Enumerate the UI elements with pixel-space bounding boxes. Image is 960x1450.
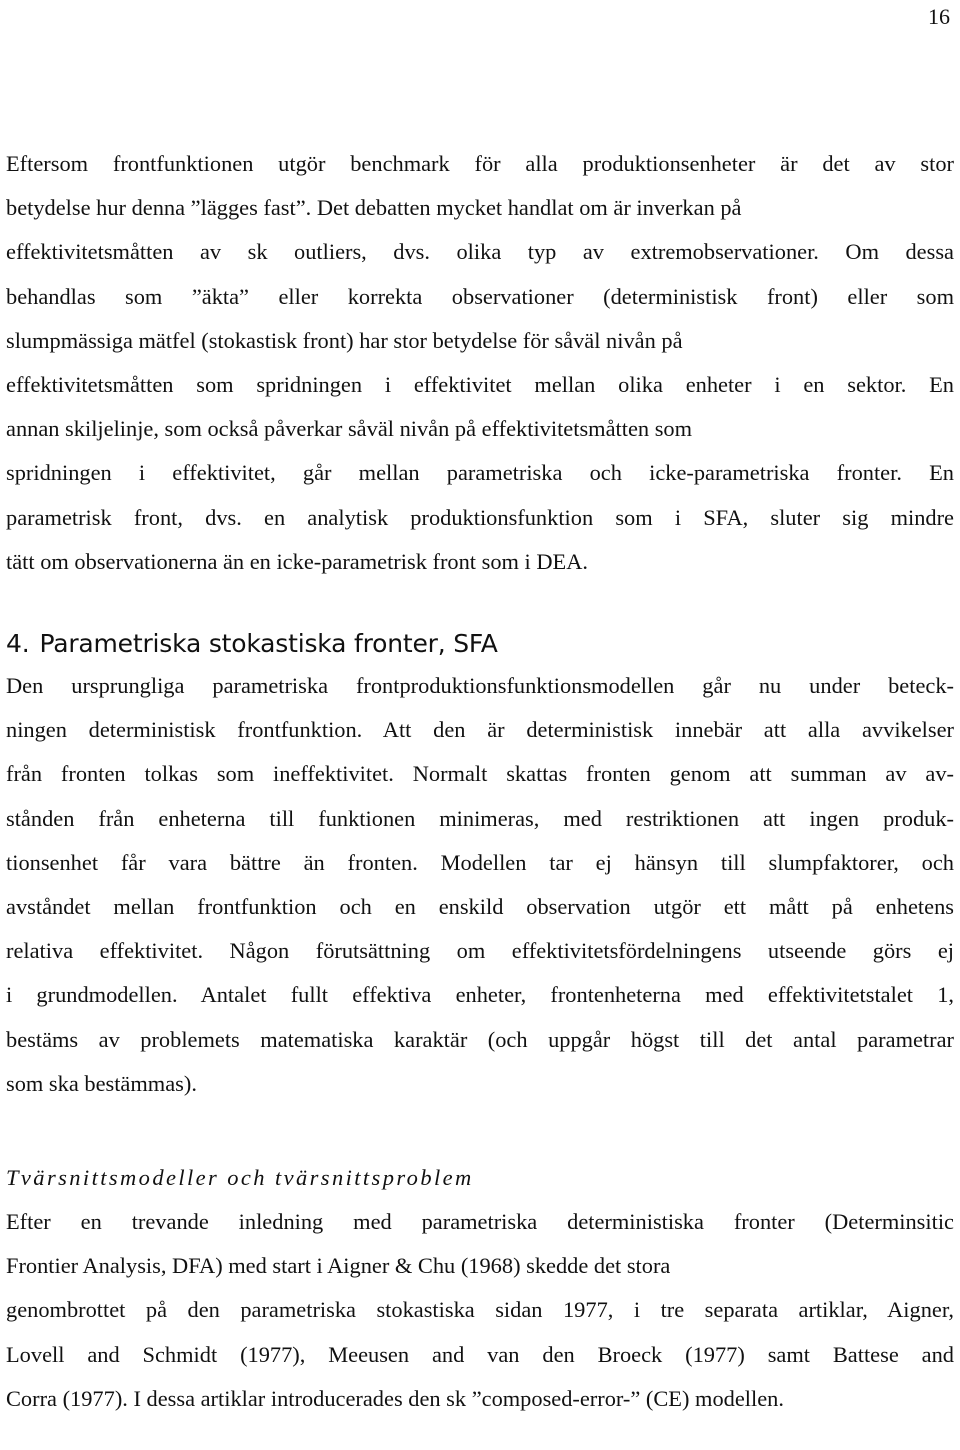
text-line: stånden från enheterna till funktionen minimeras, med restriktionen att ingen produk- <box>6 805 954 831</box>
subheading-cross-section: Tvärsnittsmodeller och tvärsnittsproblem <box>6 1165 474 1191</box>
text-line: spridningen i effektivitet, går mellan parametriska och icke-parametriska fronter. En <box>6 460 954 486</box>
text-line: avståndet mellan frontfunktion och en enskild observation utgör ett mått på enhetens <box>6 894 954 920</box>
paragraph-deterministic-frontier <box>6 664 954 1106</box>
section-title: Parametriska stokastiska fronter, SFA <box>39 629 498 659</box>
text-line: effektivitetsmåtten som spridningen i effektivitet mellan olika enheter i en sektor. En <box>6 372 954 398</box>
page-content <box>6 142 954 1421</box>
text-line: tionsenhet får vara bättre än fronten. Modellen tar ej hänsyn till slumpfaktorer, och <box>6 849 954 875</box>
text-line: Den ursprungliga parametriska frontproduktionsfunktionsmodellen går nu under beteck- <box>6 673 954 699</box>
text-line: ningen deterministisk frontfunktion. Att den är deterministisk innebär att alla avvikelser <box>6 717 954 743</box>
text-line: Corra (1977). I dessa artiklar introducerades den sk ”composed-error-” (CE) modellen. <box>6 1385 784 1411</box>
text-line: Eftersom frontfunktionen utgör benchmark för alla produktionsenheter är det av stor <box>6 151 954 176</box>
text-line: från fronten tolkas som ineffektivitet. Normalt skattas fronten genom att summan av av- <box>6 761 954 787</box>
text-line: tätt om observationerna än en icke-parametrisk front som i DEA. <box>6 548 588 574</box>
text-line: effektivitetsmåtten av sk outliers, dvs. olika typ av extremobservationer. Om dessa <box>6 239 954 265</box>
text-line: parametrisk front, dvs. en analytisk produktionsfunktion som i SFA, sluter sig mindre <box>6 504 954 530</box>
text-line: Frontier Analysis, DFA) med start i Aigner & Chu (1968) skedde det stora <box>6 1253 671 1279</box>
text-line: i grundmodellen. Antalet fullt effektiva enheter, frontenheterna med effektivitetstalet 1, <box>6 982 954 1008</box>
text-line: genombrottet på den parametriska stokastiska sidan 1977, i tre separata artiklar, Aigner, <box>6 1297 954 1323</box>
text-line: behandlas som ”äkta” eller korrekta observationer (deterministisk front) eller som <box>6 283 954 309</box>
page-number: 16 <box>928 4 950 29</box>
text-line: Efter en trevande inledning med parametriska deterministiska fronter (Determinsitic <box>6 1209 954 1235</box>
text-line: som ska bestämmas). <box>6 1070 197 1096</box>
text-line: annan skiljelinje, som också påverkar såväl nivån på effektivitetsmåtten som <box>6 416 693 442</box>
text-line: relativa effektivitet. Någon förutsättning om effektivitetsfördelningens utseende görs ej <box>6 938 954 964</box>
text-line: Lovell and Schmidt (1977), Meeusen and van den Broeck (1977) samt Battese and <box>6 1341 954 1367</box>
section-heading <box>6 622 954 666</box>
text-line: betydelse hur denna ”lägges fast”. Det debatten mycket handlat om är inverkan på <box>6 195 742 221</box>
paragraph-composed-error <box>6 1200 954 1421</box>
text-line: slumpmässiga mätfel (stokastisk front) har stor betydelse för såväl nivån på <box>6 327 683 353</box>
text-line: bestäms av problemets matematiska karaktär (och uppgår högst till det antal parametrar <box>6 1026 954 1052</box>
paragraph-frontfunction <box>6 142 954 584</box>
section-number: 4. <box>6 629 30 659</box>
